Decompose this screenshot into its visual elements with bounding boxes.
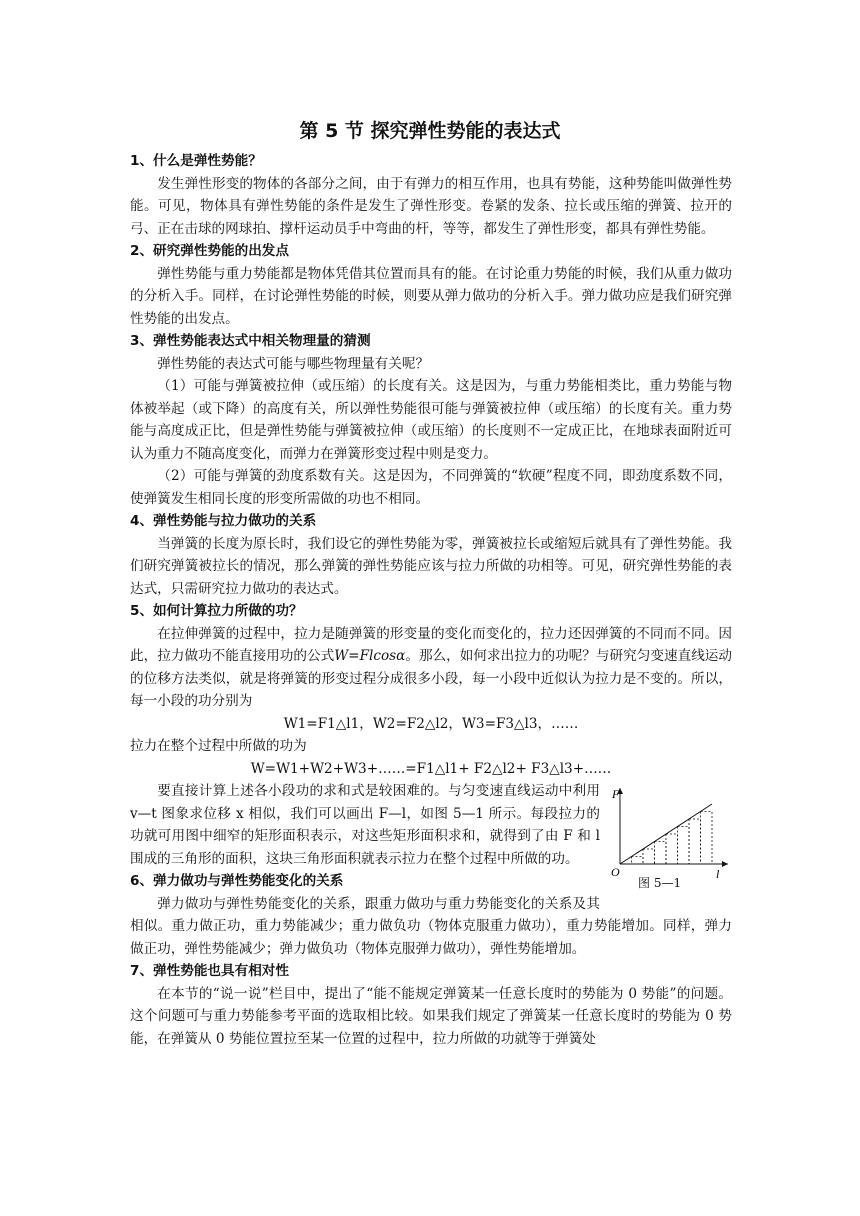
paragraph: 在本节的“说一说”栏目中，提出了“能不能规定弹簧某一任意长度时的势能为 0 势能”的问题。这个问题可与重力势能参考平面的选取相比较。如果我们规定了弹簧某一任意长度时的势能为 0 势能，在弹簧从 0 势能位置拉至某一位置的过程中，拉力所做的功就等于弹簧处 — [130, 985, 732, 1047]
paragraph: 要直接计算上述各小段功的求和式是较困难的。与匀变速直线运动中利用 v—t 图象求位移 x 相似，我们可以画出 F—l，如图 5—1 所示。每段拉力的功就可用图中细窄的矩形面积表示，对这些矩形面积求和，就得到了由 F 和 l 围成的三角形的面积，这块三角形面积就表示拉力在整个过程中所做的功。 — [130, 783, 600, 867]
paragraph-text: 。那么，如何求出拉力的功呢？与研究匀变速直线运动的位移方法类似，就是将弹簧的形变过程分成很多小段，每一小段中近似认为拉力是不变的。所以，每一小段的功分别为 — [130, 648, 733, 709]
axis-label-f: F — [612, 787, 620, 801]
paragraph: 弹性势能与重力势能都是物体凭借其位置而具有的能。在讨论重力势能的时候，我们从重力做功的分析入手。同样，在讨论弹性势能的时候，则要从弹力做功的分析入手。弹力做功应是我们研究弹性势能的出发点。 — [130, 265, 732, 327]
work-rectangle — [655, 842, 667, 865]
work-rectangle — [632, 857, 644, 865]
paragraph: 弹性势能的表达式可能与哪些物理量有关呢？ — [157, 355, 430, 372]
section-heading-1: 1、什么是弹性势能？ — [130, 153, 262, 169]
figure-caption: 图 5—1 — [638, 876, 682, 890]
section-heading-3: 3、弹性势能表达式中相关物理量的猜测 — [130, 333, 371, 349]
paragraph: （1）可能与弹簧被拉伸（或压缩）的长度有关。这是因为，与重力势能相类比，重力势能与物体被举起（或下降）的高度有关，所以弹性势能很可能与弹簧被拉伸（或压缩）的长度有关。重力势能与高度成正比，但是弹性势能与弹簧被拉伸（或压缩）的长度则不一定成正比，在地球表面附近可认为重力不随高度变化，而弹力在弹簧形变过程中则是变力。 — [130, 378, 732, 462]
paragraph: （2）可能与弹簧的劲度系数有关。这是因为，不同弹簧的“软硬”程度不同，即劲度系数不同，使弹簧发生相同长度的形变所需做的功也不相同。 — [130, 468, 732, 507]
section-heading-4: 4、弹性势能与拉力做功的关系 — [130, 513, 317, 529]
section-heading-5: 5、如何计算拉力所做的功？ — [130, 603, 303, 619]
paragraph: 拉力在整个过程中所做的功为 — [130, 738, 307, 754]
paragraph: 当弹簧的长度为原长时，我们设它的弹性势能为零，弹簧被拉长或缩短后就具有了弹性势能。我们研究弹簧被拉长的情况，那么弹簧的弹性势能应该与拉力所做的功相等。可见，研究弹性势能的表达式，只需研究拉力做功的表达式。 — [130, 535, 732, 597]
page-title: 第 5 节 探究弹性势能的表达式 — [299, 120, 561, 142]
paragraph: 发生弹性形变的物体的各部分之间，由于有弹力的相互作用，也具有势能，这种势能叫做弹性势能。可见，物体具有弹性势能的条件是发生了弹性形变。卷紧的发条、拉长或压缩的弹簧、拉开的弓、正在击球的网球拍、撑杆运动员手中弯曲的杆，等等，都发生了弹性形变，都具有弹性势能。 — [130, 175, 732, 237]
figure-5-1 — [608, 782, 732, 894]
document-body — [130, 150, 732, 1050]
origin-label: O — [611, 865, 620, 879]
section-heading-2: 2、研究弹性势能的出发点 — [130, 243, 289, 259]
section-heading-7: 7、弹性势能也具有相对性 — [130, 963, 289, 979]
section-heading-6: 6、弹力做功与弹性势能变化的关系 — [130, 873, 344, 889]
formula-total-work: W=W1+W2+W3+……=F1△l1+ F2△l2+ F3△l3+…… — [250, 760, 612, 777]
work-rectangle — [678, 827, 690, 865]
work-rectangle — [689, 819, 701, 864]
rectangle-steps — [632, 812, 713, 865]
work-formula: W=Flcosα — [334, 648, 406, 664]
axis-label-l: l — [716, 867, 720, 881]
work-rectangle — [643, 849, 655, 864]
paragraph — [130, 623, 732, 713]
x-axis-arrow — [722, 861, 728, 867]
paragraph-text: 在拉伸弹簧的过程中，拉力是随弹簧的形变量的变化而变化的，拉力还因弹簧的不同而不同。因此，拉力做功不能直接用功的公式 — [130, 625, 732, 664]
formula-segment-work: W1=F1△l1，W2=F2△l2，W3=F3△l3，…… — [283, 715, 579, 732]
work-rectangle — [701, 812, 713, 865]
work-rectangle — [666, 834, 678, 864]
paragraph: 弹力做功与弹性势能变化的关系，跟重力做功与重力势能变化的关系及其相似。重力做正功，重力势能减少；重力做负功（物体克服重力做功），重力势能增加。同样，弹力做正功，弹性势能减少；弹力做负功（物体克服弹力做功），弹性势能增加。 — [130, 895, 732, 957]
